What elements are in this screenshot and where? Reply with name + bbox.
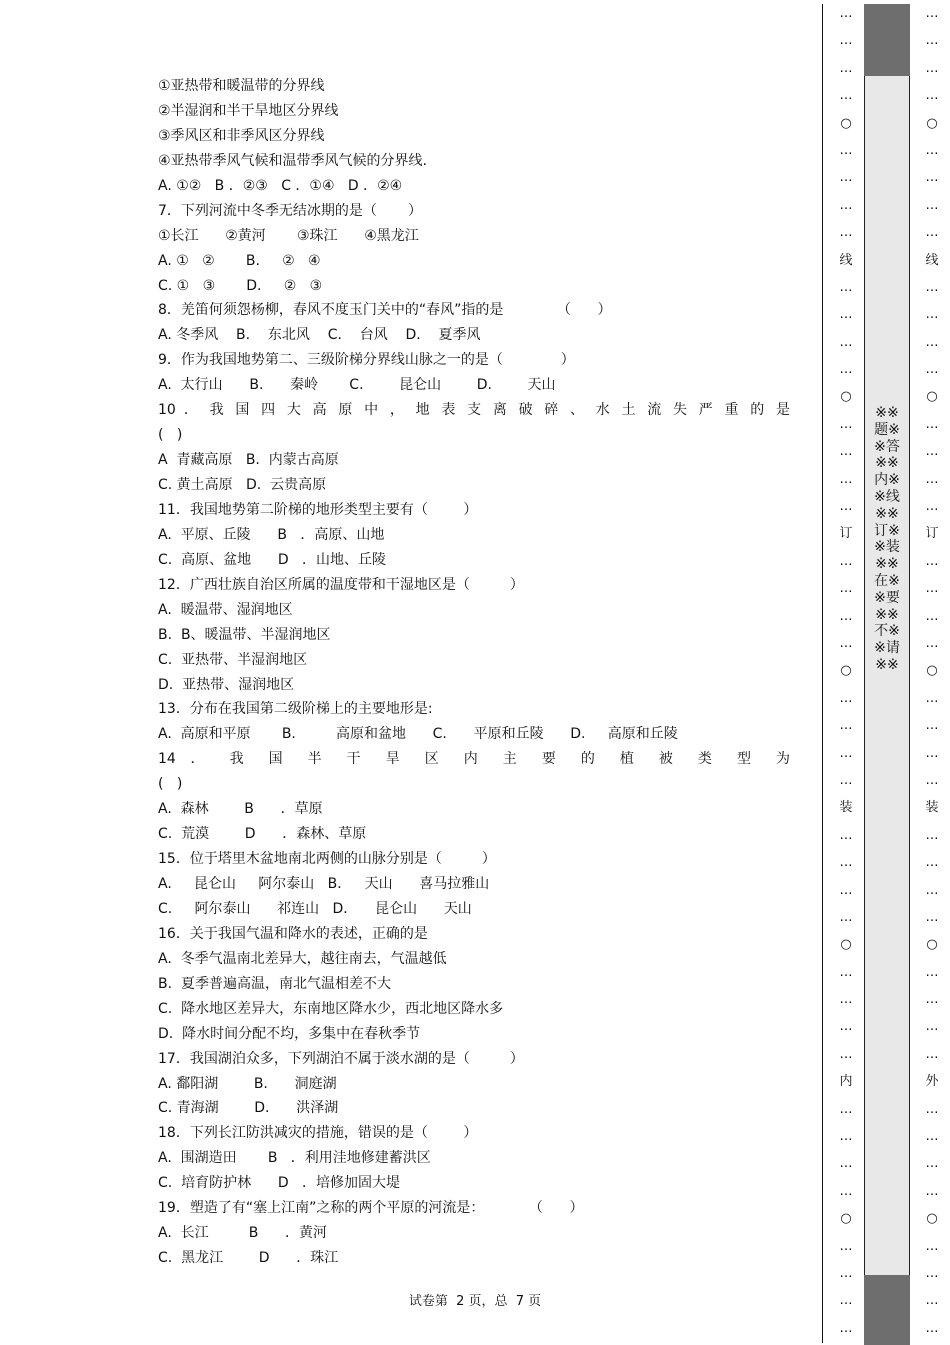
binding-mark: … — [839, 1293, 853, 1309]
binding-mark: 线 — [839, 252, 853, 268]
binding-mark: … — [839, 307, 853, 323]
binding-mark: … — [925, 882, 939, 898]
question-line: 16．关于我国气温和降水的表述，正确的是 — [158, 925, 428, 942]
binding-mark: … — [839, 553, 853, 569]
question-line: D. 降水时间分配不均，多集中在春秋季节 — [158, 1025, 421, 1042]
binding-mark: … — [925, 690, 939, 706]
binding-line-left — [822, 4, 823, 1343]
question-line: 13．分布在我国第二级阶梯上的主要地形是: — [158, 701, 433, 718]
binding-gray-bottom — [864, 1275, 910, 1345]
question-line: C. 降水地区差异大，东南地区降水少，西北地区降水多 — [158, 1000, 504, 1017]
binding-mark: … — [839, 772, 853, 788]
binding-mark: … — [925, 362, 939, 378]
binding-mark: … — [925, 1156, 939, 1172]
binding-mark: … — [839, 1156, 853, 1172]
question-line: ①长江 ②黄河 ③珠江 ④黑龙江 — [158, 227, 419, 244]
binding-mark: … — [839, 1320, 853, 1336]
question-line: A. 冬季气温南北差异大，越往南去，气温越低 — [158, 950, 447, 967]
question-line: 14 ． 我 国 半 干 旱 区 内 主 要 的 植 被 类 型 为 — [158, 751, 790, 768]
binding-mark: ○ — [840, 389, 852, 405]
binding-mark: … — [925, 909, 939, 925]
binding-mark: … — [839, 33, 853, 49]
binding-mark: … — [925, 745, 939, 761]
question-line: 11．我国地势第二阶梯的地形类型主要有（ ） — [158, 501, 478, 518]
binding-mark: … — [839, 608, 853, 624]
question-line: C. 亚热带、半湿润地区 — [158, 651, 308, 668]
binding-mark: … — [839, 1101, 853, 1117]
question-line: 12．广西壮族自治区所属的温度带和干湿地区是（ ） — [158, 576, 524, 593]
binding-mark: … — [925, 827, 939, 843]
binding-mark: … — [839, 1238, 853, 1254]
binding-mark: … — [925, 6, 939, 21]
binding-mark: … — [839, 142, 853, 158]
binding-mark: … — [925, 170, 939, 186]
binding-mark: … — [925, 471, 939, 487]
binding-mark: … — [925, 1238, 939, 1254]
binding-mark: … — [839, 499, 853, 515]
binding-mark: … — [925, 279, 939, 295]
binding-mark: 内 — [839, 1074, 853, 1090]
binding-mark: ○ — [840, 1211, 852, 1227]
binding-mark: … — [839, 964, 853, 980]
binding-mark: … — [925, 307, 939, 323]
binding-mark: ○ — [926, 115, 938, 131]
question-line: A. 昆仑山 阿尔泰山 B． 天山 喜马拉雅山 — [158, 876, 490, 892]
question-line: C. 黄土高原 D. 云贵高原 — [158, 477, 327, 493]
binding-mark: … — [839, 1046, 853, 1062]
binding-mark: … — [839, 471, 853, 487]
binding-mark: ○ — [926, 389, 938, 405]
question-line: 15．位于塔里木盆地南北两侧的山脉分别是（ ） — [158, 851, 496, 868]
binding-mark: … — [839, 1129, 853, 1145]
binding-mark: ○ — [840, 115, 852, 131]
binding-mark: … — [839, 1183, 853, 1199]
binding-mark: … — [839, 170, 853, 186]
binding-mark: 订 — [925, 526, 939, 542]
binding-mark: … — [925, 581, 939, 597]
question-line: A. 冬季风 B. 东北风 C. 台风 D. 夏季风 — [158, 327, 481, 344]
question-line: 18．下列长江防洪减灾的措施，错误的是（ ） — [158, 1125, 478, 1142]
question-line: C. 阿尔泰山 祁连山 D． 昆仑山 天山 — [158, 900, 472, 917]
question-line: ③季风区和非季风区分界线 — [158, 127, 325, 144]
question-line: C. 荒漠 D ．森林、草原 — [158, 826, 367, 843]
binding-mark: … — [925, 964, 939, 980]
binding-mark: … — [839, 690, 853, 706]
binding-mark: … — [925, 772, 939, 788]
question-line: 7．下列河流中冬季无结冰期的是（ ） — [158, 202, 423, 219]
question-line: 17．我国湖泊众多，下列湖泊不属于淡水湖的是（ ） — [158, 1050, 524, 1067]
binding-mark: … — [925, 1293, 939, 1309]
binding-mark: … — [925, 1129, 939, 1145]
binding-mark: … — [925, 88, 939, 104]
binding-mark: … — [925, 1046, 939, 1062]
binding-mark: … — [839, 909, 853, 925]
binding-mark: … — [839, 1265, 853, 1281]
binding-mark: … — [925, 444, 939, 460]
binding-mark: … — [925, 142, 939, 158]
binding-mark: 订 — [839, 526, 853, 542]
question-line: ②半湿润和半干旱地区分界线 — [158, 102, 339, 119]
binding-mark: … — [839, 1019, 853, 1035]
binding-mark: … — [925, 197, 939, 213]
binding-mark: ○ — [926, 1211, 938, 1227]
question-line: B. B、暖温带、半湿润地区 — [158, 626, 331, 643]
question-line: A. 森林 B ．草原 — [158, 801, 323, 818]
binding-mark: … — [925, 855, 939, 871]
question-line: 9．作为我国地势第二、三级阶梯分界线山脉之一的是（ ） — [158, 352, 575, 369]
binding-mark: … — [925, 1265, 939, 1281]
binding-mark: … — [839, 362, 853, 378]
binding-mark: ○ — [840, 937, 852, 953]
binding-mark: … — [839, 581, 853, 597]
question-line: B. 夏季普遍高温，南北气温相差不大 — [158, 975, 391, 992]
binding-mark: … — [925, 334, 939, 350]
question-line: ( ) — [158, 427, 183, 444]
question-content — [158, 74, 790, 1271]
binding-mark: … — [839, 334, 853, 350]
binding-mark: … — [839, 416, 853, 432]
binding-mark: … — [925, 1019, 939, 1035]
binding-mark: … — [839, 60, 853, 76]
question-line: C. 高原、盆地 D ．山地、丘陵 — [158, 551, 386, 568]
question-line: A. ① ② B. ② ④ — [158, 252, 321, 269]
question-line: A. 暖温带、湿润地区 — [158, 601, 293, 618]
binding-mark: … — [925, 1101, 939, 1117]
binding-mark: … — [839, 6, 853, 21]
binding-column-inner — [826, 0, 866, 1342]
question-line: C. 黑龙江 D ．珠江 — [158, 1250, 339, 1267]
binding-mark: … — [839, 992, 853, 1008]
binding-mark: … — [839, 745, 853, 761]
binding-mark: … — [839, 225, 853, 241]
binding-mark: … — [839, 279, 853, 295]
question-line: A. 围湖造田 B ．利用洼地修建蓄洪区 — [158, 1150, 431, 1167]
binding-mark: … — [839, 88, 853, 104]
question-line: A. 鄱阳湖 B. 洞庭湖 — [158, 1075, 337, 1092]
binding-mark: ○ — [926, 663, 938, 679]
binding-mark: ○ — [926, 937, 938, 953]
question-line: A. ①② B ．②③ C ．①④ D ．②④ — [158, 177, 403, 194]
binding-mark: … — [925, 416, 939, 432]
binding-mark: 装 — [925, 800, 939, 816]
question-line: A. 高原和平原 B. 高原和盆地 C. 平原和丘陵 D. 高原和丘陵 — [158, 726, 678, 743]
binding-gray-top — [864, 4, 910, 76]
question-line: D. 亚热带、湿润地区 — [158, 676, 295, 693]
question-line: 10 ． 我 国 四 大 高 原 中 ， 地 表 支 离 破 碎 、 水 土 流 失 严 重 的 是 — [158, 402, 790, 419]
binding-mark: … — [925, 60, 939, 76]
question-line: A. 长江 B ．黄河 — [158, 1225, 328, 1242]
question-line: ( ) — [158, 776, 183, 793]
binding-mark: … — [839, 882, 853, 898]
binding-mark: … — [925, 553, 939, 569]
question-line: A. 太行山 B. 秦岭 C. 昆仑山 D. 天山 — [158, 377, 556, 394]
binding-mark: … — [925, 608, 939, 624]
binding-mark: … — [839, 855, 853, 871]
binding-mark: … — [925, 225, 939, 241]
binding-mark: 装 — [839, 800, 853, 816]
question-line: ①亚热带和暖温带的分界线 — [158, 78, 325, 94]
question-line: C. 培育防护林 D ．培修加固大堤 — [158, 1175, 400, 1192]
binding-mark: … — [925, 499, 939, 515]
binding-mark: 线 — [925, 252, 939, 268]
binding-mark: … — [839, 635, 853, 651]
binding-mark: … — [925, 33, 939, 49]
question-line: A 青藏高原 B. 内蒙古高原 — [158, 452, 339, 469]
binding-mark: … — [839, 197, 853, 213]
question-line: 8．羌笛何须怨杨柳，春风不度玉门关中的“春风”指的是 （ ） — [158, 302, 612, 319]
binding-mark: 外 — [925, 1074, 939, 1090]
binding-column-outer — [912, 0, 950, 1342]
question-line: C. ① ③ D. ② ③ — [158, 277, 323, 294]
binding-mark: … — [839, 444, 853, 460]
binding-mark: … — [925, 635, 939, 651]
question-line: ④亚热带季风气候和温带季风气候的分界线. — [158, 152, 427, 169]
binding-mark: ○ — [840, 663, 852, 679]
binding-mark: … — [839, 827, 853, 843]
binding-mark: … — [925, 1320, 939, 1336]
binding-mark: … — [925, 992, 939, 1008]
binding-notice: ※※题※※答※※内※※线※※订※※装※※在※※要※※不※※请※※ — [874, 405, 900, 673]
page-footer: 试卷第 2 页，总 7 页 — [408, 1294, 542, 1309]
binding-mark: … — [925, 718, 939, 734]
binding-mark: … — [839, 718, 853, 734]
question-line: C. 青海湖 D. 洪泽湖 — [158, 1100, 339, 1117]
question-line: A. 平原、丘陵 B ．高原、山地 — [158, 526, 385, 543]
question-line: 19．塑造了有“塞上江南”之称的两个平原的河流是： （ ） — [158, 1200, 584, 1217]
binding-mark: … — [925, 1183, 939, 1199]
